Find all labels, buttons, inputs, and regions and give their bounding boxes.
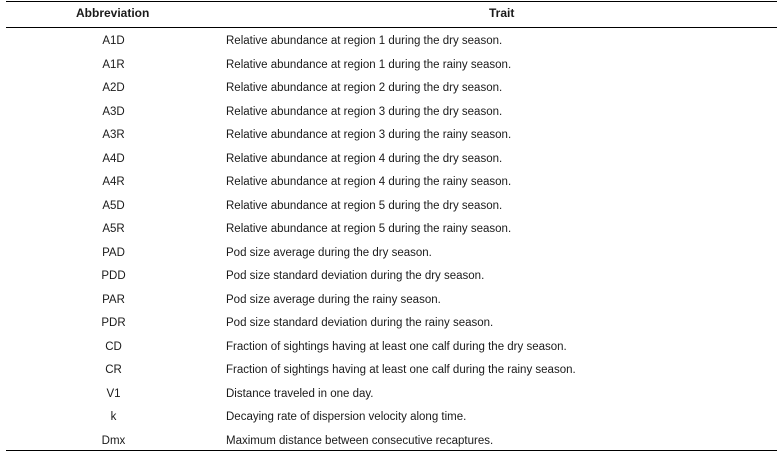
trait-cell: Relative abundance at region 1 during the dry season. (226, 35, 503, 47)
trait-cell: Relative abundance at region 4 during the dry season. (226, 152, 503, 165)
table-row (6, 195, 777, 219)
trait-cell: Relative abundance at region 1 during the rainy season. (226, 58, 512, 71)
table-row (6, 289, 777, 313)
trait-cell: Decaying rate of dispersion velocity along time. (226, 411, 467, 423)
trait-cell: Maximum distance between consecutive recaptures. (226, 434, 494, 447)
abbreviation-cell: A4R (102, 176, 125, 188)
table-header (6, 6, 777, 24)
table-row (6, 265, 777, 289)
abbreviation-cell: A3D (102, 105, 125, 118)
abbreviation-cell: A1R (102, 58, 125, 71)
abbreviation-cell: A4D (102, 152, 125, 165)
table-row (6, 171, 777, 195)
abbreviation-cell: k (110, 411, 117, 423)
trait-cell: Pod size average during the dry season. (226, 246, 432, 259)
abbreviation-cell: CD (105, 340, 122, 353)
trait-cell: Pod size standard deviation during the rainy season. (226, 317, 494, 329)
abbreviation-cell: PDD (101, 270, 126, 282)
table-row (6, 148, 777, 172)
trait-cell: Pod size average during the rainy season. (226, 293, 441, 306)
trait-cell: Relative abundance at region 3 during the rainy season. (226, 129, 512, 141)
abbreviation-cell: Dmx (101, 434, 126, 447)
trait-cell: Relative abundance at region 4 during the rainy season. (226, 176, 512, 188)
table-row (6, 406, 777, 430)
table-row (6, 312, 777, 336)
table-body (6, 30, 777, 453)
abbreviation-cell: A2D (102, 82, 125, 94)
abbreviation-cell: PDR (101, 317, 126, 329)
abbreviation-cell: A1D (102, 35, 125, 47)
trait-cell: Fraction of sightings having at least one calf during the dry season. (226, 340, 567, 353)
table-top-rule (6, 1, 777, 2)
trait-cell: Relative abundance at region 3 during the dry season. (226, 105, 503, 118)
table-row (6, 30, 777, 54)
header-trait: Trait (489, 6, 515, 20)
table-row (6, 54, 777, 78)
table-row (6, 336, 777, 360)
trait-cell: Relative abundance at region 2 during the dry season. (226, 82, 503, 94)
abbreviation-cell: CR (105, 364, 122, 376)
abbreviation-cell: A3R (102, 129, 125, 141)
abbreviation-cell: V1 (106, 387, 121, 400)
table-row (6, 101, 777, 125)
table-row (6, 383, 777, 407)
abbreviation-cell: PAR (102, 293, 125, 306)
abbreviation-cell: A5D (102, 199, 125, 212)
trait-cell: Fraction of sightings having at least one calf during the rainy season. (226, 364, 576, 376)
table-bottom-rule (6, 450, 777, 451)
table-header-rule (6, 27, 777, 28)
abbreviation-cell: A5R (102, 223, 125, 235)
table-row (6, 124, 777, 148)
header-abbreviation: Abbreviation (76, 6, 150, 20)
trait-cell: Relative abundance at region 5 during the dry season. (226, 199, 503, 212)
table-row (6, 77, 777, 101)
table-row (6, 359, 777, 383)
trait-cell: Pod size standard deviation during the dry season. (226, 270, 485, 282)
abbreviation-cell: PAD (102, 246, 125, 259)
table-row (6, 218, 777, 242)
trait-cell: Distance traveled in one day. (226, 387, 374, 400)
trait-cell: Relative abundance at region 5 during the rainy season. (226, 223, 512, 235)
table-row (6, 242, 777, 266)
